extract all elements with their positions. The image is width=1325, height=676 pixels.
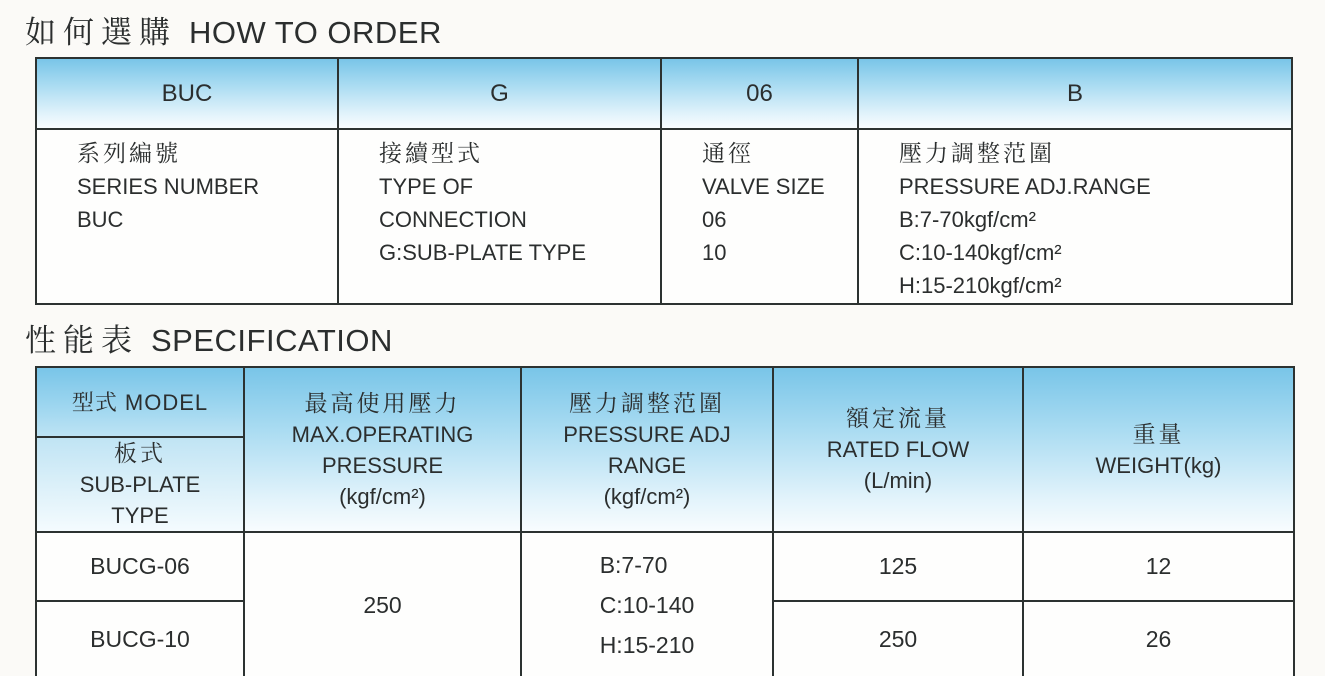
max-pressure-label-en-1: MAX.OPERATING: [291, 421, 474, 447]
rated-flow-label-en: RATED FLOW: [826, 437, 970, 462]
adj-range-values-cell: [521, 532, 773, 676]
pressure-adj-range-header-cell: [521, 367, 773, 532]
valve-size-label-zh: 通徑: [702, 140, 754, 166]
valve-size-option-06: 06: [702, 207, 727, 232]
specification-title-zh: 性能表: [25, 323, 139, 358]
series-number-label-zh: 系列編號: [77, 140, 181, 166]
weight-value-bucg06: 12: [1023, 532, 1294, 601]
weight-header-cell: [1023, 367, 1294, 532]
order-code-series: BUC: [36, 58, 338, 129]
order-table-header-row: [36, 58, 1292, 129]
adj-range-value-c: C:10-140: [599, 592, 695, 618]
model-value-bucg06: BUCG-06: [36, 532, 244, 601]
pressure-adj-range-option-c: C:10-140kgf/cm²: [899, 240, 1062, 265]
rated-flow-label-zh: 額定流量: [846, 405, 950, 431]
order-code-pressure: B: [858, 58, 1292, 129]
specification-title-en: SPECIFICATION: [151, 323, 393, 358]
max-pressure-label-zh: 最高使用壓力: [304, 389, 461, 416]
order-code-connection: G: [338, 58, 661, 129]
adj-range-values-block: [600, 545, 695, 665]
connection-type-cell: [338, 129, 661, 304]
adj-range-label-en-1: PRESSURE ADJ: [563, 421, 731, 447]
rated-flow-header-cell: [773, 367, 1023, 532]
spec-table: [35, 366, 1295, 676]
how-to-order-title: [25, 7, 442, 52]
sub-plate-label-en-1: SUB-PLATE: [79, 472, 201, 497]
connection-type-label-en-2: CONNECTION: [379, 207, 527, 232]
series-number-cell: [36, 129, 338, 304]
weight-label-en: WEIGHT(kg): [1095, 452, 1222, 478]
rated-flow-unit: (L/min): [863, 468, 933, 493]
valve-size-option-10: 10: [702, 240, 727, 265]
adj-range-value-b: B:7-70: [599, 552, 668, 578]
sub-plate-label-en-2: TYPE: [111, 503, 169, 528]
max-operating-pressure-header-cell: [244, 367, 521, 532]
series-number-label-en: SERIES NUMBER: [77, 174, 260, 199]
order-table: [35, 57, 1293, 305]
pressure-adj-range-label-zh: 壓力調整范圍: [899, 140, 1055, 166]
model-subheader-cell: [36, 437, 244, 532]
adj-range-unit: (kgf/cm²): [603, 483, 691, 509]
model-value-bucg10: BUCG-10: [36, 601, 244, 676]
how-to-order-title-en: HOW TO ORDER: [189, 15, 442, 50]
model-header-cell: 型式 MODEL: [36, 367, 244, 437]
spec-header-row-top: [36, 367, 1294, 437]
spec-data-row-bucg06: [36, 532, 1294, 601]
pressure-adj-range-label-en: PRESSURE ADJ.RANGE: [899, 174, 1151, 199]
connection-type-label-zh: 接續型式: [379, 140, 483, 166]
adj-range-value-h: H:15-210: [599, 632, 695, 658]
series-number-value: BUC: [77, 207, 124, 232]
valve-size-cell: [661, 129, 858, 304]
connection-type-label-en-1: TYPE OF: [379, 174, 474, 199]
adj-range-label-zh: 壓力調整范圍: [569, 389, 725, 416]
max-pressure-unit: (kgf/cm²): [339, 483, 426, 509]
adj-range-label-en-2: RANGE: [607, 452, 687, 478]
order-code-valve-size: 06: [661, 58, 858, 129]
max-pressure-value-cell: 250: [244, 532, 521, 676]
pressure-adj-range-option-b: B:7-70kgf/cm²: [899, 207, 1036, 232]
weight-value-bucg10: 26: [1023, 601, 1294, 676]
rated-flow-value-bucg10: 250: [773, 601, 1023, 676]
order-table-body-row: [36, 129, 1292, 304]
how-to-order-title-zh: 如何選購: [25, 15, 177, 50]
weight-label-zh: 重量: [1132, 420, 1185, 447]
connection-type-option-g: G:SUB-PLATE TYPE: [379, 240, 587, 265]
sub-plate-label-zh: 板式: [114, 440, 166, 466]
rated-flow-value-bucg06: 125: [773, 532, 1023, 601]
pressure-adj-range-option-h: H:15-210kgf/cm²: [899, 273, 1062, 298]
valve-size-label-en: VALVE SIZE: [702, 174, 825, 199]
specification-title: [25, 315, 393, 360]
max-pressure-label-en-2: PRESSURE: [321, 452, 444, 478]
pressure-adj-range-cell: [858, 129, 1292, 304]
